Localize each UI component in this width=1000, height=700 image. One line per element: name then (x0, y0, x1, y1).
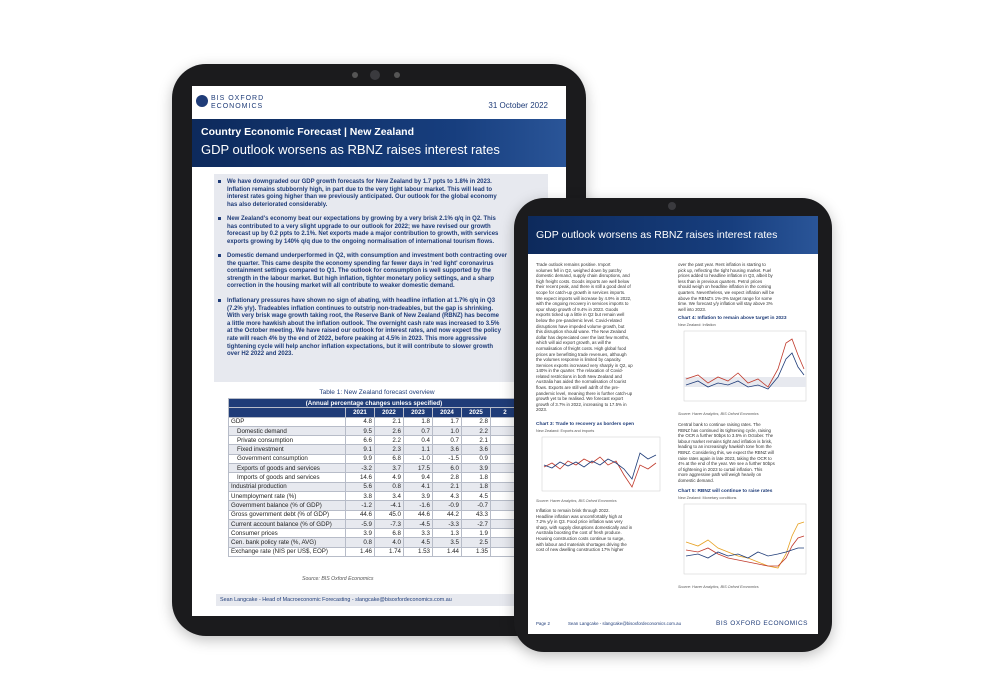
table-cell: 1.1 (404, 445, 433, 454)
table-cell: 44.2 (433, 510, 462, 519)
left-column-text: Trade outlook remains positive. Import volumes fell in Q2, weighed down by patchy domestic demand, supply chain disruptions, and high freight costs. Goods imports are well below their recent peak, and there is still a good deal of scope for catch-up growth in services imports. We expect imports will increase by 4.9% in 2022, with the ongoing recovery in services imports to spur sharp growth of 9.4% in 2023. Goods exports ticked up a little in Q2 but remain well below the pre-pandemic level. Covid-related disruptions have impeded volume growth, but this disruption should wane. The New Zealand dollar has depreciated over the last few months, which will aid export growth, as will the normalisation of freight costs. High global food prices are benefitting trade revenues, although the volumes response is limited by capacity. Services exports increased very sharply in Q2, up 140% in the quarter. The relaxation of Covid- related restrictions in both New Zealand and Australia has aided the normalisation of tourist flows. Exports are still well adrift of the pre- pandemic level, meaning there is further catch-up growth yet to be realised. We forecast export growth of 3.7% in 2022, increasing to 17.5% in 2023. (536, 262, 633, 413)
table-cell: 9.4 (404, 473, 433, 482)
page2-logo: BIS OXFORD ECONOMICS (716, 620, 808, 627)
row-label: Imports of goods and services (229, 473, 346, 482)
table-subtitle: (Annual percentage changes unless specified) (229, 399, 520, 408)
table-cell: 1.44 (433, 547, 462, 556)
table-cell: 3.7 (375, 464, 404, 473)
table-cell: 2.2 (462, 426, 491, 435)
table-cell: -1.0 (404, 454, 433, 463)
report-banner (192, 119, 566, 167)
table-cell: 2.5 (462, 538, 491, 547)
table-cell: 6.6 (346, 436, 375, 445)
row-label: Government balance (% of GDP) (229, 501, 346, 510)
page2-title: GDP outlook worsens as RBNZ raises interest rates (536, 229, 778, 241)
table-cell: -0.7 (462, 501, 491, 510)
table-cell: 3.6 (433, 445, 462, 454)
row-label: Consumer prices (229, 529, 346, 538)
report-kicker: Country Economic Forecast | New Zealand (201, 126, 414, 138)
sensor-icon (394, 72, 400, 78)
table-cell: -7.3 (375, 519, 404, 528)
table-cell: 0.7 (404, 426, 433, 435)
table-row (229, 417, 520, 426)
table-row (229, 454, 520, 463)
table-row (229, 482, 520, 491)
sensor-icon (352, 72, 358, 78)
key-point (218, 298, 540, 359)
forecast-table (228, 398, 520, 557)
camera-icon (668, 202, 676, 210)
table-row (229, 445, 520, 454)
table-title: Table 1: New Zealand forecast overview (319, 389, 435, 396)
row-label: Current account balance (% of GDP) (229, 519, 346, 528)
table-cell: 1.8 (404, 417, 433, 426)
table-row (229, 426, 520, 435)
table-cell: 2.1 (433, 482, 462, 491)
table-cell: 1.53 (404, 547, 433, 556)
table-cell: 3.3 (404, 529, 433, 538)
page-footer: Sean Langcake - Head of Macroeconomic Forecasting - slangcake@bisoxfordeconomics.com.au (216, 594, 554, 606)
table-cell: -3.2 (346, 464, 375, 473)
table-cell: -4.1 (375, 501, 404, 510)
key-points-box (214, 174, 548, 382)
table-cell: 1.7 (433, 417, 462, 426)
camera-icon (370, 70, 380, 80)
front-page (528, 216, 818, 634)
table-cell: 9.1 (346, 445, 375, 454)
table-cell: 1.74 (375, 547, 404, 556)
row-label: Private consumption (229, 436, 346, 445)
row-label: Fixed investment (229, 445, 346, 454)
page-number: Page 2 (536, 621, 550, 626)
table-cell: 2.8 (462, 417, 491, 426)
table-header-year: 2021 (346, 408, 375, 417)
table-row (229, 473, 520, 482)
table-cell: 2.1 (462, 436, 491, 445)
chart4-subtitle: New Zealand: Inflation (678, 323, 716, 327)
table-cell: 3.6 (462, 445, 491, 454)
table-cell: 4.5 (462, 491, 491, 500)
table-cell: 4.5 (404, 538, 433, 547)
back-page (192, 86, 566, 616)
table-row (229, 519, 520, 528)
table-cell: 4.1 (404, 482, 433, 491)
table-cell: -0.9 (433, 501, 462, 510)
table-cell: 14.6 (346, 473, 375, 482)
chart5-subtitle: New Zealand: Monetary conditions (678, 496, 737, 500)
key-point (218, 179, 540, 209)
table-cell: 2.3 (375, 445, 404, 454)
logo-line1: BIS OXFORD (211, 95, 265, 102)
report-date: 31 October 2022 (488, 101, 548, 110)
chart5-title: Chart 5: RBNZ will continue to raise rates (678, 489, 773, 494)
table-cell: 1.46 (346, 547, 375, 556)
table-cell: 3.9 (404, 491, 433, 500)
key-point (218, 253, 540, 291)
table-cell: 0.9 (462, 454, 491, 463)
table-cell: 3.9 (462, 464, 491, 473)
table-cell: 1.0 (433, 426, 462, 435)
table-cell: 0.8 (375, 482, 404, 491)
table-row (229, 436, 520, 445)
row-label: Cen. bank policy rate (%, AVG) (229, 538, 346, 547)
table-cell: 3.9 (346, 529, 375, 538)
table-cell: 44.6 (346, 510, 375, 519)
table-cell: 0.7 (433, 436, 462, 445)
key-point-text: Domestic demand underperformed in Q2, with consumption and investment both contracting over the quarter. This came despite the economy spending far fewer days in 'red light' coronavirus containment settings compared to Q1. The outlook for consumption is well supported by the strength in the labour market. But high inflation, tighter monetary policy settings, and a sharp correction in the housing market will all contribute to weaker domestic demand. (227, 253, 508, 290)
table-cell: 1.8 (462, 482, 491, 491)
table-cell: 17.5 (404, 464, 433, 473)
table-cell: 3.4 (375, 491, 404, 500)
table-cell: -4.5 (404, 519, 433, 528)
table-cell: -3.3 (433, 519, 462, 528)
table-cell: 4.9 (375, 473, 404, 482)
table-cell: 4.0 (375, 538, 404, 547)
key-point-text: We have downgraded our GDP growth forecasts for New Zealand by 1.7 ppts to 1.8% in 2023. Inflation remains stubbornly high, in part due to the very tight labour market. This will lead to interest rates going higher than we previously anticipated. Our outlook for the global economy has also deteriorated considerably. (227, 179, 497, 208)
row-label: Gross government debt (% of GDP) (229, 510, 346, 519)
chart3-subtitle: New Zealand: Exports and imports (536, 429, 595, 433)
row-label: Government consumption (229, 454, 346, 463)
table-row (229, 491, 520, 500)
table-cell: 6.0 (433, 464, 462, 473)
key-point (218, 216, 540, 246)
chart4-source: Source: Haver Analytics, BIS Oxford Economics (678, 412, 759, 416)
row-label: Unemployment rate (%) (229, 491, 346, 500)
page2-banner (528, 216, 818, 254)
table-cell: 3.8 (346, 491, 375, 500)
table-cell: 1.35 (462, 547, 491, 556)
key-point-text: New Zealand's economy beat our expectations by growing by a very brisk 2.1% q/q in Q2. This has contributed to a very slight upgrade to our outlook for 2022; we have revised our growth forecast up by 0.2 ppts to 2.1%. Net exports made a major contribution to growth, with services exports growing by 140% q/q due to the ongoing normalisation of international tourism flows. (227, 216, 499, 245)
table-cell: 44.6 (404, 510, 433, 519)
row-label: GDP (229, 417, 346, 426)
table-cell: 1.8 (462, 473, 491, 482)
table-cell: 9.9 (346, 454, 375, 463)
table-cell: -2.7 (462, 519, 491, 528)
logo-line2: ECONOMICS (211, 103, 264, 110)
table-cell: 4.3 (433, 491, 462, 500)
chart4-title: Chart 4: Inflation to remain above target in 2023 (678, 316, 787, 321)
front-tablet (514, 198, 832, 652)
logo-icon (196, 95, 208, 107)
row-label: Exports of goods and services (229, 464, 346, 473)
row-label: Domestic demand (229, 426, 346, 435)
table-cell: 5.6 (346, 482, 375, 491)
chart3-title: Chart 3: Trade to recovery as borders open (536, 422, 635, 427)
table-cell: 4.8 (346, 417, 375, 426)
table-row (229, 547, 520, 556)
table-header-year: 2023 (404, 408, 433, 417)
chart5-source: Source: Haver Analytics, BIS Oxford Economics (678, 585, 759, 589)
table-row (229, 529, 520, 538)
table-header-year: 2 (491, 408, 520, 417)
table-row (229, 501, 520, 510)
table-row (229, 510, 520, 519)
table-cell: -1.6 (404, 501, 433, 510)
page2-footer: Sean Langcake - slangcake@bisoxfordeconomics.com.au (568, 621, 682, 626)
table-cell: -5.9 (346, 519, 375, 528)
table-row (229, 538, 520, 547)
table-cell: 0.8 (346, 538, 375, 547)
chart3-source: Source: Haver Analytics, BIS Oxford Economics (536, 499, 617, 503)
table-cell: 0.4 (404, 436, 433, 445)
key-point-text: Inflationary pressures have shown no sign of abating, with headline inflation at 1.7% q/q in Q3 (7.2% y/y). Tradeables inflation continues to outstrip non-tradeables, but the gap is shrinking. With very brisk wage growth taking root, the Reserve Bank of New Zealand (RBNZ) has become a little more hawkish about the inflation outlook. The overnight cash rate was increased to 3.5% at the October meeting. We have raised our outlook for interest rates, and now expect the policy rate will reach 4% by the end of 2022, before peaking at 4.5% in 2023. This more aggressive tightening cycle will help anchor inflation expectations, but it will contribute to slower growth over H2 2022 and 2023. (227, 298, 501, 358)
table-cell: 6.8 (375, 529, 404, 538)
table-cell: 6.8 (375, 454, 404, 463)
left-column-text-2: Inflation to remain brisk through 2022. Headline inflation was uncomfortably high at 7.2% y/y in Q3. Food price inflation was very sharp, with supply disruptions domestically and in Australia boosting the cost of fresh produce. Housing construction costs continue to surge, with labour and materials shortages driving the cost of new dwelling construction 17% higher (536, 508, 633, 553)
table-cell: 2.6 (375, 426, 404, 435)
table-cell: 2.8 (433, 473, 462, 482)
logo-text (211, 95, 264, 111)
row-label: Industrial production (229, 482, 346, 491)
table-header-blank (229, 408, 346, 417)
chart4-graphic (678, 329, 810, 409)
table-cell: 1.9 (462, 529, 491, 538)
chart3-graphic (536, 435, 664, 497)
row-label: Exchange rate (NIS per US$, EOP) (229, 547, 346, 556)
report-title: GDP outlook worsens as RBNZ raises interest rates (201, 142, 500, 157)
table-cell: -1.5 (433, 454, 462, 463)
table-header-year: 2022 (375, 408, 404, 417)
table-cell: 2.2 (375, 436, 404, 445)
table-cell: 45.0 (375, 510, 404, 519)
table-header-year: 2024 (433, 408, 462, 417)
table-cell: 9.5 (346, 426, 375, 435)
table-cell: 43.3 (462, 510, 491, 519)
right-column-text-2: Central bank to continue raising rates. The RBNZ has continued its tightening cycle, raising the OCR a further 50bps to 3.5% in October. The labour market remains tight and inflation is brisk, leading to an increasingly hawkish tone from the RBNZ. Considering this, we expect the RBNZ will raise rates again in late 2023, taking the OCR to 4% at the end of the year. We see a further 50bps of tightening in 2023 to curtail inflation. This more aggressive path will weigh heavily on domestic demand. (678, 422, 775, 483)
table-cell: 3.5 (433, 538, 462, 547)
chart5-graphic (678, 502, 810, 582)
table-row (229, 464, 520, 473)
table-cell: -1.2 (346, 501, 375, 510)
table-cell: 1.3 (433, 529, 462, 538)
table-header-year: 2025 (462, 408, 491, 417)
right-column-text: over the past year. Rent inflation is starting to pick up, reflecting the tight housing market. Fuel prices added to headline inflation in Q3, albeit by less than in previous quarters. Petrol prices should weigh on headline inflation in the coming quarters. Nevertheless, we expect inflation will be above the RBNZ's 1%-3% target range for some time. We forecast y/y inflation will stay above 3% well into 2023. (678, 262, 775, 312)
table-cell: 2.1 (375, 417, 404, 426)
table-source: Source: BIS Oxford Economics (302, 576, 374, 582)
